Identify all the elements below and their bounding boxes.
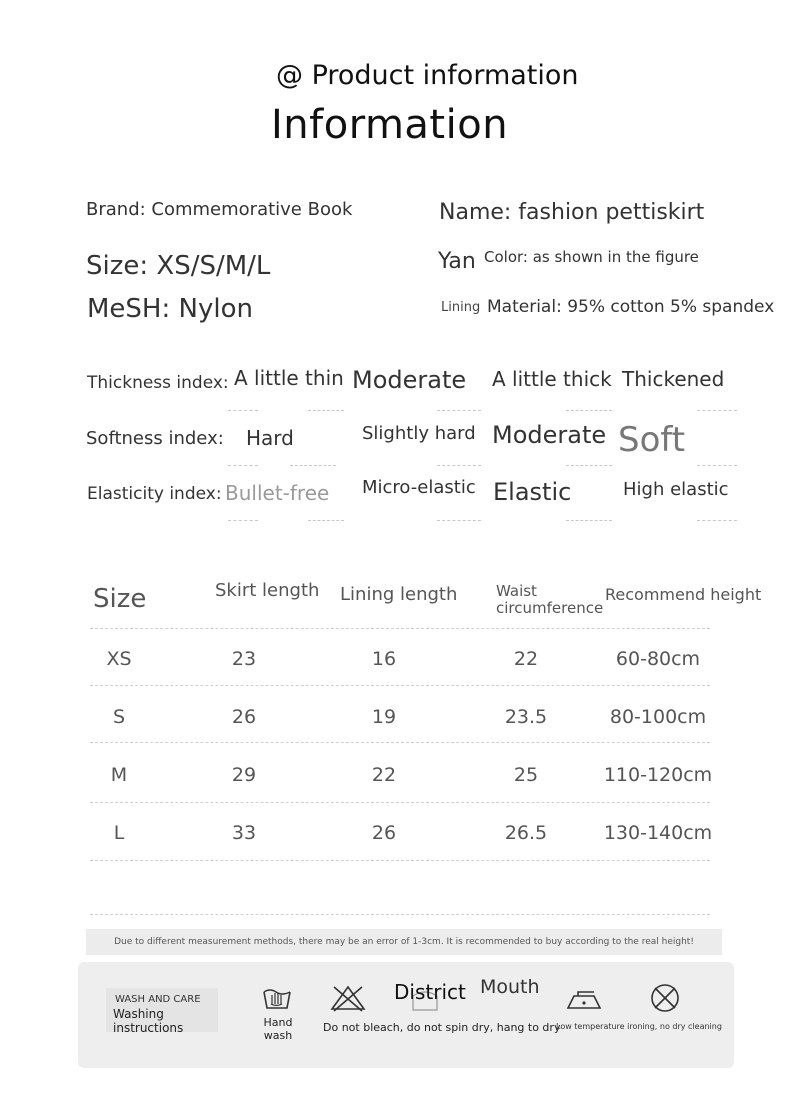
table-header-skirt-length: Skirt length: [215, 580, 320, 601]
disclaimer-text: Due to different measurement methods, there may be an error of 1-3cm. It is recommended to buy according to the real height!: [114, 937, 694, 947]
table-cell: 80-100cm: [609, 706, 707, 728]
softness-option-moderate: Moderate: [492, 421, 607, 449]
page-title: Information: [271, 102, 509, 148]
table-cell: 33: [231, 822, 257, 844]
elasticity-label: Elasticity index:: [87, 484, 222, 504]
thickness-option-thick: A little thick: [492, 367, 612, 391]
table-divider: [90, 685, 710, 686]
no-bleach-icon: [328, 984, 368, 1012]
divider: [228, 520, 258, 521]
thickness-option-moderate: Moderate: [352, 366, 467, 394]
wash-care-subtitle: Washing instructions: [113, 1007, 184, 1035]
table-cell: S: [112, 706, 126, 728]
elasticity-option-bullet-free: Bullet-free: [225, 481, 330, 505]
divider: [437, 520, 481, 521]
divider: [437, 410, 481, 411]
yan-text: Yan: [438, 249, 476, 274]
table-cell: XS: [106, 648, 132, 670]
iron-icon: [564, 988, 604, 1012]
softness-label: Softness index:: [86, 428, 224, 449]
softness-option-slightly-hard: Slightly hard: [362, 423, 476, 444]
table-cell: 29: [231, 764, 257, 786]
table-cell: 19: [371, 706, 397, 728]
elasticity-option-micro-elastic: Micro-elastic: [362, 477, 476, 498]
divider: [566, 410, 612, 411]
table-divider: [90, 742, 710, 743]
table-divider: [90, 914, 710, 915]
table-cell: 26: [231, 706, 257, 728]
mouth-text: Mouth: [480, 976, 540, 998]
divider: [566, 465, 612, 466]
size-text: Size: XS/S/M/L: [86, 251, 271, 281]
divider: [290, 465, 336, 466]
table-header-lining-length: Lining length: [340, 584, 458, 605]
table-cell: 22: [371, 764, 397, 786]
table-cell: 25: [513, 764, 539, 786]
table-cell: 60-80cm: [615, 648, 701, 670]
table-header-size: Size: [93, 584, 147, 614]
header-subtitle: @ Product information: [276, 60, 579, 91]
no-bleach-label: Do not bleach, do not spin dry, hang to dry: [323, 1021, 561, 1034]
table-cell: 22: [513, 648, 539, 670]
table-divider: [90, 860, 710, 861]
district-text: District: [394, 980, 466, 1004]
mesh-text: MeSH: Nylon: [87, 294, 253, 324]
table-cell: L: [113, 822, 125, 844]
divider: [308, 520, 344, 521]
divider: [308, 410, 344, 411]
table-header-waist: Waist circumference: [496, 582, 604, 617]
ironing-label: Low temperature ironing, no dry cleaning: [556, 1022, 722, 1031]
table-header-height: Recommend height: [605, 585, 762, 604]
table-cell: 26.5: [504, 822, 548, 844]
wash-care-panel: [78, 962, 734, 1068]
softness-option-hard: Hard: [246, 426, 294, 450]
table-cell: M: [110, 764, 128, 786]
table-cell: 16: [371, 648, 397, 670]
divider: [566, 520, 612, 521]
divider: [697, 410, 737, 411]
elasticity-option-high-elastic: High elastic: [623, 479, 729, 500]
softness-option-soft: Soft: [618, 420, 686, 460]
elasticity-option-elastic: Elastic: [493, 478, 572, 506]
name-text: Name: fashion pettiskirt: [439, 200, 705, 225]
wash-care-title: WASH AND CARE: [115, 994, 201, 1005]
brand-text: Brand: Commemorative Book: [86, 199, 353, 220]
wash-care-title-box: [106, 988, 218, 1035]
lining-text: Lining: [441, 300, 481, 315]
table-cell: 130-140cm: [603, 822, 713, 844]
table-divider: [90, 628, 710, 629]
hand-wash-icon: [262, 984, 292, 1012]
table-cell: 23: [231, 648, 257, 670]
thickness-option-thickened: Thickened: [622, 367, 725, 391]
disclaimer-band: [86, 929, 722, 955]
material-text: Material: 95% cotton 5% spandex: [487, 297, 775, 317]
hand-wash-label: Hand wash: [263, 1016, 293, 1042]
table-cell: 23.5: [504, 706, 548, 728]
divider: [437, 465, 481, 466]
thickness-option-thin: A little thin: [234, 366, 344, 390]
divider: [228, 410, 258, 411]
table-cell: 110-120cm: [603, 764, 713, 786]
divider: [697, 520, 737, 521]
thickness-label: Thickness index:: [87, 373, 229, 393]
table-cell: 26: [371, 822, 397, 844]
divider: [697, 465, 737, 466]
divider: [228, 465, 258, 466]
color-text: Color: as shown in the figure: [484, 248, 699, 266]
table-divider: [90, 802, 710, 803]
no-dry-clean-icon: [650, 983, 680, 1013]
